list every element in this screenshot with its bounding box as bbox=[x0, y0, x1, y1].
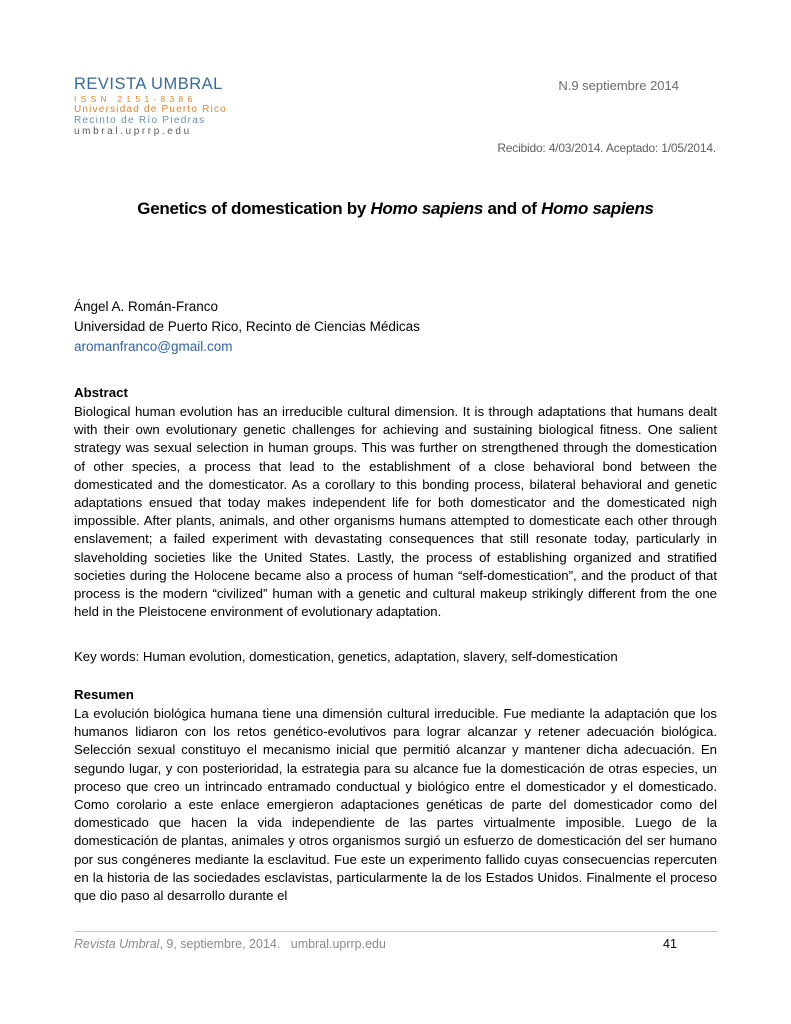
abstract-text: Biological human evolution has an irreducible cultural dimension. It is through adaptations that humans dealt with their own evolutionary genetic challenges for achieving and sustaining biological fitness. One salient strategy was sexual selection in human groups. This was further on strengthened through the domestication of other species, a process that lead to the establishment of a close behavioral bond between the domesticated and the domesticator. As a corollary to this bonding process, bilateral behavioral and genetic adaptations ensued that today makes independent life for both domesticator and the domesticated nigh impossible. After plants, animals, and other organisms humans attempted to domesticate each other through enslavement; a failed experiment with devastating consequences that still resonate today, particularly in slaveholding societies like the United States. Lastly, the process of establishing organized and stratified societies during the Holocene became also a process of human “self-domestication”, and the product of that process is the modern “civilized” human with a genetic and cultural makeup strikingly different from the one held in the Pleistocene environment of evolutionary adaptation. bbox=[74, 404, 717, 620]
author-affiliation: Universidad de Puerto Rico, Recinto de Ciencias Médicas bbox=[74, 319, 420, 334]
title-part-1: Genetics of domestication by bbox=[137, 199, 371, 218]
issue-label: N.9 septiembre 2014 bbox=[558, 78, 679, 93]
footer-journal: Revista Umbral bbox=[74, 937, 160, 951]
resumen-heading: Resumen bbox=[74, 687, 134, 702]
title-part-2: and of bbox=[483, 199, 542, 218]
keywords: Key words: Human evolution, domestication, genetics, adaptation, slavery, self-domestication bbox=[74, 649, 618, 664]
author-email-link[interactable]: aromanfranco@gmail.com bbox=[74, 339, 233, 354]
journal-url[interactable]: umbral.uprrp.edu bbox=[74, 126, 192, 137]
footer-issue: , 9, septiembre, 2014. bbox=[159, 937, 281, 951]
paper-title bbox=[0, 199, 791, 219]
footer-citation bbox=[74, 937, 386, 951]
page-number: 41 bbox=[663, 937, 677, 951]
journal-issn: ISSN 2151-8386 bbox=[74, 94, 197, 104]
author-name: Ángel A. Román-Franco bbox=[74, 299, 219, 314]
journal-name: REVISTA UMBRAL bbox=[74, 75, 223, 93]
journal-masthead bbox=[74, 76, 274, 138]
title-species-2: Homo sapiens bbox=[541, 199, 654, 218]
footer-divider bbox=[74, 931, 718, 932]
journal-institution: Universidad de Puerto Rico bbox=[74, 104, 227, 115]
title-species-1: Homo sapiens bbox=[370, 199, 484, 218]
resumen-text: La evolución biológica humana tiene una dimensión cultural irreducible. Fue mediante la adaptación que los humanos lidiaron con los retos genético-evolutivos para lograr alcanzar y retener adecuación biológica. Selección sexual constituyo el mecanismo inicial que permitió alcanzar y mantener dicha adecuación. En segundo lugar, y con posterioridad, la estrategia para su alcance fue la domesticación de otras especies, un proceso que creo un intrincado entramado conductual y biológico entre el domesticador y el domesticado. Como corolario a este enlace emergieron adaptaciones genéticas de parte del domesticador como del domesticado que hacen la vida independiente de las partes virtualmente imposible. Luego de la domesticación de plantas, animales y otros organismos surgió un esfuerzo de domesticación del ser humano por sus congéneres mediante la esclavitud. Fue este un experimento fallido cuyas consecuencias repercuten en la historia de las sociedades esclavistas, particularmente la de los Estados Unidos. Finalmente el proceso que dio paso al desarrollo durante el bbox=[74, 706, 717, 904]
received-dates: Recibido: 4/03/2014. Aceptado: 1/05/2014. bbox=[497, 141, 716, 155]
journal-campus: Recinto de Río Piedras bbox=[74, 115, 206, 126]
footer-url[interactable]: umbral.uprrp.edu bbox=[290, 937, 386, 951]
abstract-heading: Abstract bbox=[74, 385, 128, 400]
